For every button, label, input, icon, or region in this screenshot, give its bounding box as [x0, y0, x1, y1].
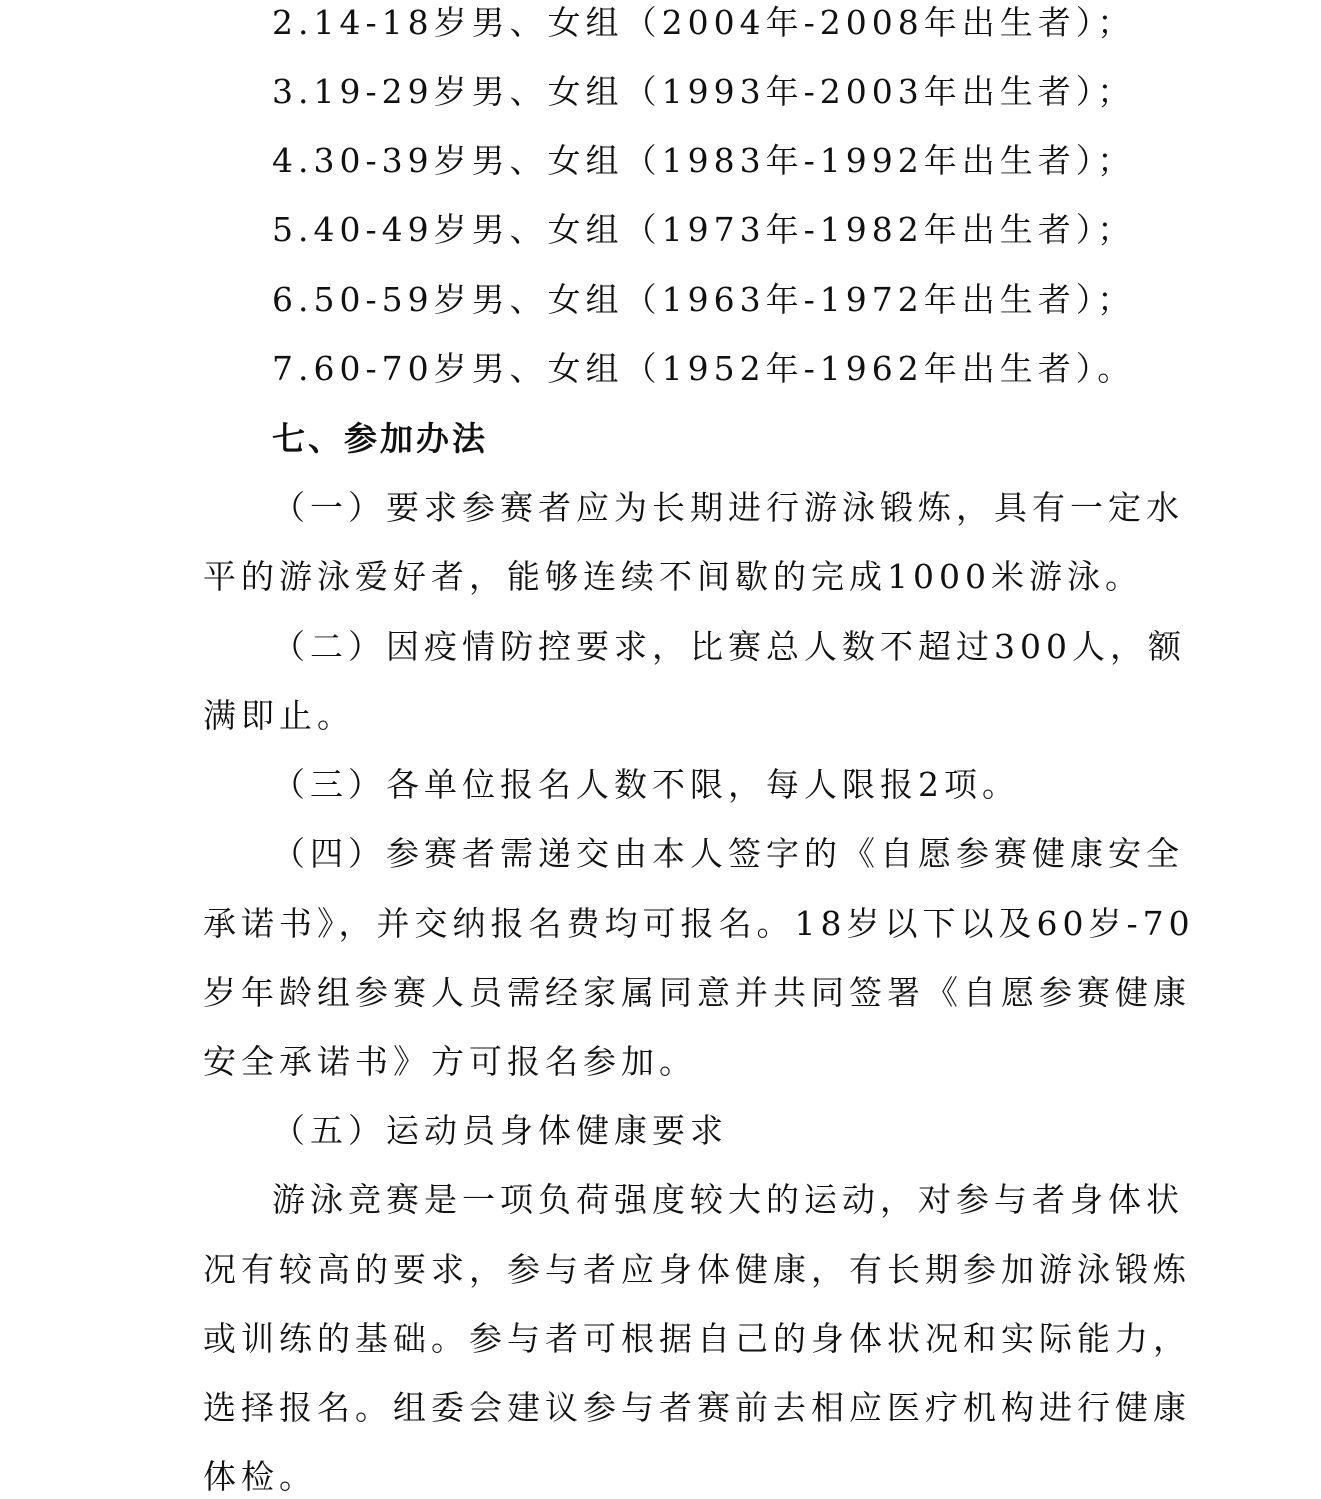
paragraph-line: 满即止。: [203, 696, 355, 735]
section-heading: 七、参加办法: [272, 419, 488, 458]
age-group-item: 7.60-70岁男、女组（1952年-1962年出生者）。: [272, 349, 1136, 388]
paragraph-line: 或训练的基础。参与者可根据自己的身体状况和实际能力，: [203, 1319, 1191, 1358]
paragraph-line: 岁年龄组参赛人员需经家属同意并共同签署《自愿参赛健康: [203, 973, 1191, 1012]
paragraph-line: 承诺书》，并交纳报名费均可报名。18岁以下以及60岁-70: [203, 904, 1195, 943]
paragraph-line: （三）各单位报名人数不限，每人限报2项。: [272, 765, 1020, 804]
age-group-item: 4.30-39岁男、女组（1983年-1992年出生者）；: [272, 141, 1136, 180]
age-group-item: 5.40-49岁男、女组（1973年-1982年出生者）；: [272, 210, 1136, 249]
age-group-item: 3.19-29岁男、女组（1993年-2003年出生者）；: [272, 72, 1136, 111]
paragraph-line: 选择报名。组委会建议参与者赛前去相应医疗机构进行健康: [203, 1388, 1191, 1427]
paragraph-line: 体检。: [203, 1457, 317, 1496]
paragraph-line: （五）运动员身体健康要求: [272, 1111, 728, 1150]
paragraph-line: （二）因疫情防控要求，比赛总人数不超过300人，额: [272, 627, 1186, 666]
paragraph-line: （四）参赛者需递交由本人签字的《自愿参赛健康安全: [272, 834, 1184, 873]
paragraph-line: 游泳竞赛是一项负荷强度较大的运动，对参与者身体状: [272, 1180, 1184, 1219]
age-group-item: 6.50-59岁男、女组（1963年-1972年出生者）；: [272, 280, 1136, 319]
age-group-item: 2.14-18岁男、女组（2004年-2008年出生者）；: [272, 3, 1136, 42]
paragraph-line: 况有较高的要求，参与者应身体健康，有长期参加游泳锻炼: [203, 1250, 1191, 1289]
paragraph-line: 安全承诺书》方可报名参加。: [203, 1042, 697, 1081]
paragraph-line: （一）要求参赛者应为长期进行游泳锻炼，具有一定水: [272, 488, 1184, 527]
paragraph-line: 平的游泳爱好者，能够连续不间歇的完成1000米游泳。: [203, 557, 1143, 596]
